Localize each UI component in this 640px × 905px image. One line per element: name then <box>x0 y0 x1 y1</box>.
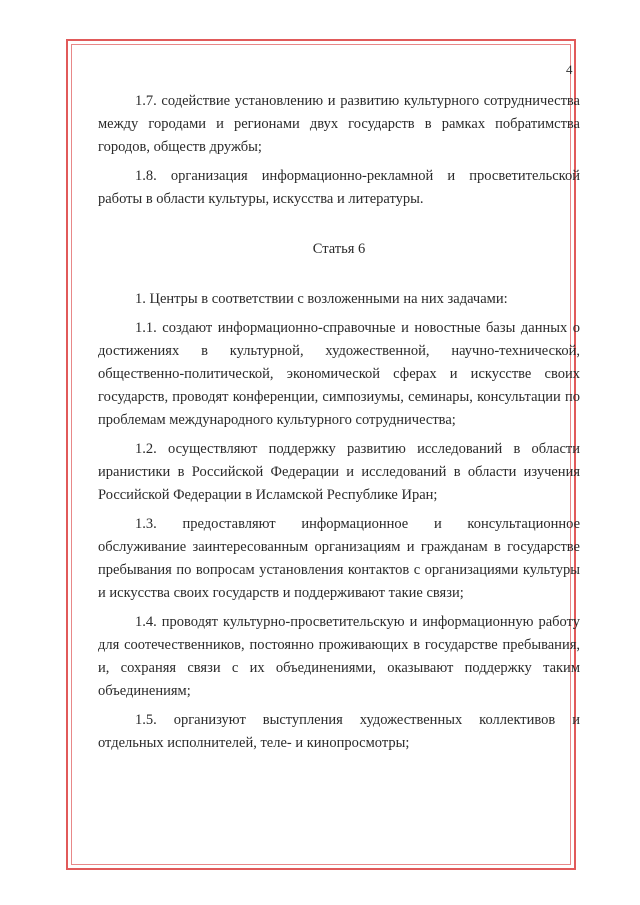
paragraph-1-3: 1.3. предоставляют информационное и консультационное обслуживание заинтересованным организациям и гражданам в государстве пребывания по вопросам установления контактов с организациями культуры и искусства своих государств и поддерживают такие связи; <box>98 516 580 601</box>
paragraph-1: 1. Центры в соответствии с возложенными на них задачами: <box>135 291 508 307</box>
paragraph-1-1: 1.1. создают информационно-справочные и новостные базы данных о достижениях в культурной, художественной, научно-технической, общественно-политической, экономической сферах и искусстве своих государств, проводят конференции, симпозиумы, семинары, консультации по проблемам международного культурного сотрудничества; <box>98 320 580 428</box>
paragraph-1-4: 1.4. проводят культурно-просветительскую и информационную работу для соотечественников, постоянно проживающих в государстве пребывания, и, сохраняя связи с их объединениями, оказывают поддержку таким объединениям; <box>98 614 580 699</box>
paragraph-1-7: 1.7. содействие установлению и развитию культурного сотрудничества между городами и регионами двух государств в рамках побратимства городов, обществ дружбы; <box>98 93 580 155</box>
article-heading: Статья 6 <box>312 241 366 257</box>
paragraph-1-5: 1.5. организуют выступления художественных коллективов и отдельных исполнителей, теле- и кинопросмотры; <box>98 712 580 751</box>
document-body <box>98 90 580 761</box>
paragraph-1-2: 1.2. осуществляют поддержку развитию исследований в области иранистики в Российской Федерации и исследований в области изучения Российской Федерации в Исламской Республике Иран; <box>98 441 580 503</box>
paragraph-1-8: 1.8. организация информационно-рекламной и просветительской работы в области культуры, искусства и литературы. <box>98 168 580 207</box>
page-number: 4 <box>566 62 573 77</box>
